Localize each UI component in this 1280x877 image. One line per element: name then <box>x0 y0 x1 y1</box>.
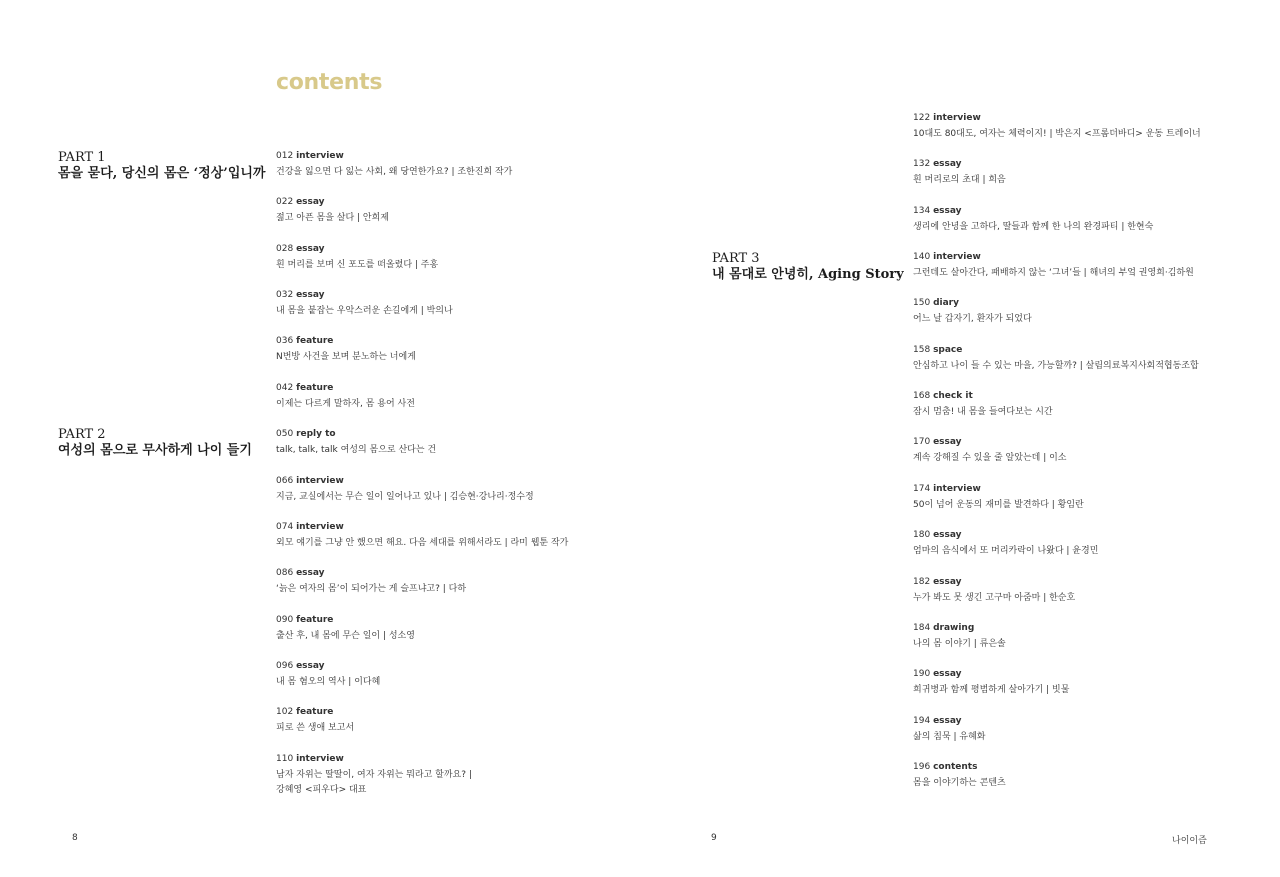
part-title: 몸을 묻다, 당신의 몸은 ‘정상’입니까 <box>58 166 266 181</box>
magazine-name: 나이이즘 <box>1172 836 1207 846</box>
page-number: 140 <box>913 252 931 262</box>
entry-title: 흰 머리를 보며 신 포도를 떠올렸다 | 주홍 <box>276 260 439 270</box>
category: essay <box>933 206 962 216</box>
page-number: 158 <box>913 345 931 355</box>
category: reply to <box>296 429 336 439</box>
page-number: 022 <box>276 197 294 207</box>
entry-title: 누가 봐도 못 생긴 고구마 아줌마 | 한순호 <box>913 593 1076 603</box>
toc-entry <box>913 158 1273 186</box>
entry-title: 그런데도 살아간다, 패배하지 않는 ‘그녀’들 | 해녀의 부엌 권영희·김하원 <box>913 268 1194 278</box>
page-number: 086 <box>276 568 294 578</box>
entry-title: 이제는 다르게 말하자, 몸 용어 사전 <box>276 399 415 409</box>
page-number: 122 <box>913 113 931 123</box>
page-number: 170 <box>913 437 931 447</box>
entry-title: 몸을 이야기하는 콘텐츠 <box>913 778 1006 788</box>
category: essay <box>296 568 325 578</box>
page-number: 134 <box>913 206 931 216</box>
toc-entry <box>913 668 1273 696</box>
toc-entry <box>276 196 636 224</box>
toc-entry <box>276 567 636 595</box>
toc-entry <box>276 335 636 363</box>
page-number: 180 <box>913 530 931 540</box>
category: interview <box>296 754 344 764</box>
category: essay <box>933 716 962 726</box>
entry-title: 내 몸을 붙잡는 우악스러운 손길에게 | 박의나 <box>276 306 453 316</box>
page-number: 096 <box>276 661 294 671</box>
toc-entry <box>913 715 1273 743</box>
page-number: 066 <box>276 476 294 486</box>
part-title: 내 몸대로 안녕히, Aging Story <box>712 267 904 282</box>
entry-title: 삶의 침묵 | 유혜화 <box>913 732 986 742</box>
page-number: 190 <box>913 669 931 679</box>
page-number: 132 <box>913 159 931 169</box>
page-number: 036 <box>276 336 294 346</box>
part-3-heading <box>712 251 904 283</box>
part-1-heading <box>58 150 266 182</box>
page-number: 182 <box>913 577 931 587</box>
category: feature <box>296 615 334 625</box>
page-number: 012 <box>276 151 294 161</box>
toc-entry <box>276 150 636 178</box>
toc-entry <box>276 475 636 503</box>
part-title: 여성의 몸으로 무사하게 나이 들기 <box>58 443 252 458</box>
toc-entry <box>276 521 636 549</box>
entry-title: 잠시 멈춤! 내 몸을 들여다보는 시간 <box>913 407 1053 417</box>
toc-entry <box>276 428 636 456</box>
page-number: 150 <box>913 298 931 308</box>
category: essay <box>933 577 962 587</box>
entry-title: 엄마의 음식에서 또 머리카락이 나왔다 | 윤경민 <box>913 546 1099 556</box>
category: essay <box>296 197 325 207</box>
entry-title: 내 몸 혐오의 역사 | 이다혜 <box>276 677 381 687</box>
category: feature <box>296 707 334 717</box>
toc-entry <box>276 753 636 796</box>
category: essay <box>296 661 325 671</box>
toc-entry <box>913 344 1273 372</box>
entry-title: 생리에 안녕을 고하다, 딸들과 함께 한 나의 완경파티 | 한현숙 <box>913 222 1154 232</box>
entry-title: 50이 넘어 운동의 재미를 발견하다 | 황임란 <box>913 500 1084 510</box>
toc-entry <box>913 390 1273 418</box>
entry-title: 지금, 교실에서는 무슨 일이 일어나고 있나 | 김승현·강나리·정수정 <box>276 492 534 502</box>
category: contents <box>933 762 978 772</box>
entry-title: 출산 후, 내 몸에 무슨 일이 | 성소영 <box>276 631 415 641</box>
category: diary <box>933 298 959 308</box>
entry-title: 희귀병과 함께 평범하게 살아가기 | 빗물 <box>913 685 1070 695</box>
toc-entry <box>276 660 636 688</box>
page-number-right: 9 <box>711 833 717 843</box>
category: interview <box>296 476 344 486</box>
entry-title-continued: 강혜영 <피우다> 대표 <box>276 785 367 795</box>
category: essay <box>296 290 325 300</box>
category: check it <box>933 391 973 401</box>
category: essay <box>933 669 962 679</box>
entry-title: 외모 얘기를 그냥 안 했으면 해요. 다음 세대를 위해서라도 | 라미 웹툰 작가 <box>276 538 569 548</box>
entry-title: talk, talk, talk 여성의 몸으로 산다는 건 <box>276 445 437 455</box>
category: interview <box>296 522 344 532</box>
entry-title: 10대도 80대도, 여자는 체력이지! | 박은지 <프롬더바디> 운동 트레이너 <box>913 129 1201 139</box>
page-number: 102 <box>276 707 294 717</box>
toc-entry <box>276 614 636 642</box>
entry-title: 젊고 아픈 몸을 살다 | 안희제 <box>276 213 389 223</box>
page-number: 174 <box>913 484 931 494</box>
entry-title: 남자 자위는 딸딸이, 여자 자위는 뭐라고 할까요? | <box>276 770 472 780</box>
toc-entry <box>276 382 636 410</box>
part-label: PART 2 <box>58 427 106 442</box>
entry-title: 어느 날 갑자기, 환자가 되었다 <box>913 314 1032 324</box>
toc-entry <box>913 576 1273 604</box>
page-number-left: 8 <box>72 833 78 843</box>
page-number: 042 <box>276 383 294 393</box>
entry-title: 계속 강해질 수 있을 줄 알았는데 | 이소 <box>913 453 1067 463</box>
toc-entry <box>913 529 1273 557</box>
category: essay <box>933 437 962 447</box>
page-number: 196 <box>913 762 931 772</box>
page-number: 050 <box>276 429 294 439</box>
entry-title: N번방 사건을 보며 분노하는 너에게 <box>276 352 416 362</box>
entry-title: 나의 몸 이야기 | 류은솔 <box>913 639 1006 649</box>
category: essay <box>296 244 325 254</box>
toc-entry <box>913 251 1273 279</box>
part-2-heading <box>58 427 252 459</box>
category: interview <box>933 252 981 262</box>
entry-title: 피로 쓴 생애 보고서 <box>276 723 355 733</box>
entry-title: 안심하고 나이 들 수 있는 마을, 가능할까? | 살림의료복지사회적협동조합 <box>913 361 1199 371</box>
page-number: 168 <box>913 391 931 401</box>
toc-entry <box>913 112 1273 140</box>
category: feature <box>296 383 334 393</box>
toc-entry <box>913 205 1273 233</box>
toc-entry <box>913 622 1273 650</box>
toc-entry <box>276 289 636 317</box>
entry-title: ‘늙은 여자의 몸’이 되어가는 게 슬프냐고? | 다하 <box>276 584 467 594</box>
toc-entry <box>913 483 1273 511</box>
part-label: PART 3 <box>712 251 760 266</box>
category: drawing <box>933 623 975 633</box>
toc-entry <box>913 436 1273 464</box>
category: interview <box>933 484 981 494</box>
page-number: 110 <box>276 754 294 764</box>
toc-entry <box>276 243 636 271</box>
category: interview <box>296 151 344 161</box>
entry-title: 건강을 잃으면 다 잃는 사회, 왜 당연한가요? | 조한진희 작가 <box>276 167 513 177</box>
page-number: 074 <box>276 522 294 532</box>
category: feature <box>296 336 334 346</box>
contents-title: contents <box>276 70 383 95</box>
page-number: 194 <box>913 716 931 726</box>
category: essay <box>933 530 962 540</box>
page-number: 184 <box>913 623 931 633</box>
entry-title: 흰 머리로의 초대 | 희음 <box>913 175 1006 185</box>
category: essay <box>933 159 962 169</box>
part-label: PART 1 <box>58 150 106 165</box>
toc-entry <box>276 706 636 734</box>
category: space <box>933 345 963 355</box>
page-number: 028 <box>276 244 294 254</box>
toc-entry <box>913 297 1273 325</box>
category: interview <box>933 113 981 123</box>
page-number: 032 <box>276 290 294 300</box>
page-number: 090 <box>276 615 294 625</box>
toc-entry <box>913 761 1273 789</box>
